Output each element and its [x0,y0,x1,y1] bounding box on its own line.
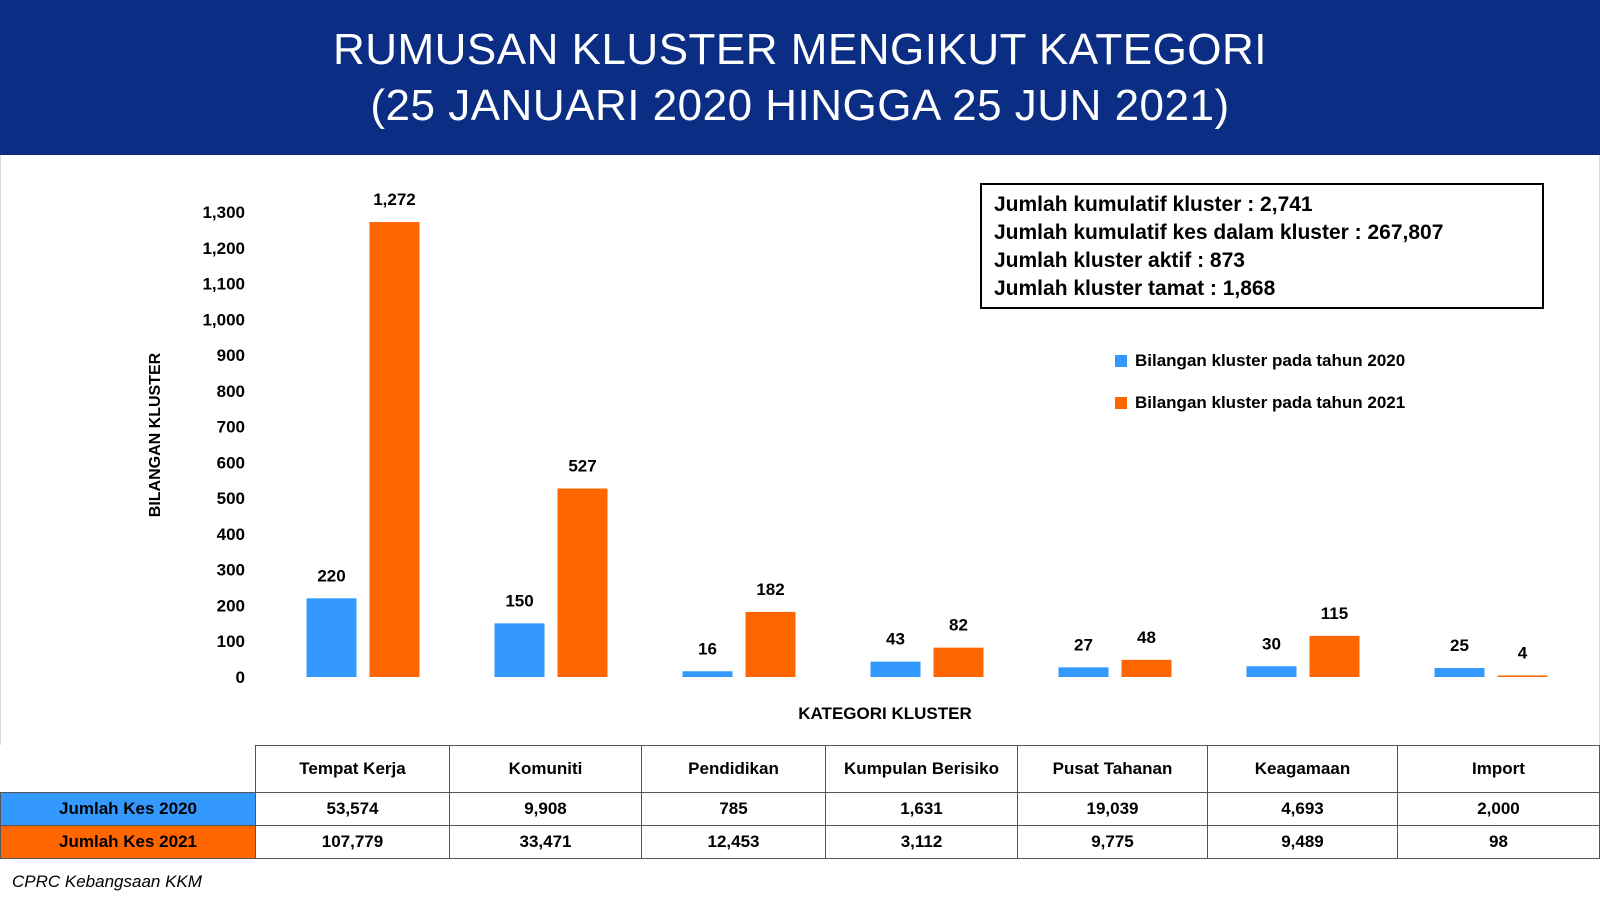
bar-2020 [1435,668,1485,677]
bar-2021 [934,648,984,677]
data-label: 150 [505,591,534,611]
bar-2021 [1498,676,1548,678]
y-tick-label: 900 [216,346,245,366]
table-header-cell: Kumpulan Berisiko [826,746,1018,793]
y-tick-label: 700 [216,417,245,437]
table-header-cell: Komuniti [450,746,642,793]
data-label: 48 [1137,627,1156,647]
table-header-cell: Keagamaan [1208,746,1398,793]
data-label: 182 [756,579,785,599]
page-title-line1: RUMUSAN KLUSTER MENGIKUT KATEGORI [332,25,1268,74]
bar-2021 [370,222,420,677]
cases-table [0,745,1600,859]
bar-2020 [871,662,921,677]
bar-2021 [1310,636,1360,677]
y-tick-label: 1,200 [202,238,245,258]
table-cell: 12,453 [642,826,826,859]
table-header-row [1,746,1600,793]
bar-2021 [558,488,608,677]
summary-total-clusters: Jumlah kumulatif kluster : 2,741 [994,193,1313,216]
table-cell: 1,631 [826,793,1018,826]
table-cell: 53,574 [256,793,450,826]
table-cell: 9,489 [1208,826,1398,859]
y-tick-label: 100 [216,632,245,652]
summary-ended-clusters: Jumlah kluster tamat : 1,868 [994,277,1276,300]
bar-2020 [1059,667,1109,677]
table-header-cell: Pendidikan [642,746,826,793]
table-cell: 9,775 [1018,826,1208,859]
table-corner [1,746,256,793]
data-label: 16 [698,639,717,659]
table-header-cell: Tempat Kerja [256,746,450,793]
table-header-cell: Import [1398,746,1600,793]
table-cell: 9,908 [450,793,642,826]
table-row-label-2020: Jumlah Kes 2020 [1,793,256,826]
chart-legend [1115,348,1405,432]
y-tick-label: 400 [216,524,245,544]
y-tick-label: 0 [235,668,245,687]
table-cell: 2,000 [1398,793,1600,826]
legend-item-2021 [1115,390,1405,416]
data-label: 1,272 [373,190,416,210]
legend-label-2021: Bilangan kluster pada tahun 2021 [1135,393,1406,412]
table-cell: 3,112 [826,826,1018,859]
data-label: 25 [1450,636,1469,656]
data-label: 43 [886,629,905,649]
table-row-2021 [1,826,1600,859]
data-label: 4 [1517,643,1528,663]
source-note: CPRC Kebangsaan KKM [12,872,202,891]
y-tick-label: 500 [216,489,245,509]
table-row-2020 [1,793,1600,826]
bar-2020 [683,671,733,677]
bar-2020 [1247,666,1297,677]
table-cell: 785 [642,793,826,826]
legend-swatch-2021 [1115,397,1127,409]
data-label: 220 [317,566,346,586]
bar-2021 [746,612,796,677]
table-cell: 33,471 [450,826,642,859]
data-label: 30 [1262,634,1281,654]
y-tick-label: 300 [216,560,245,580]
bar-2020 [307,598,357,677]
y-tick-label: 1,100 [202,274,245,294]
y-axis-title: BILANGAN KLUSTER [147,352,164,518]
summary-total-cases: Jumlah kumulatif kes dalam kluster : 267,807 [994,221,1444,244]
table-cell: 98 [1398,826,1600,859]
data-label: 115 [1320,603,1349,623]
y-tick-label: 1,300 [202,203,245,222]
y-tick-label: 600 [216,453,245,473]
y-tick-label: 800 [216,381,245,401]
data-label: 527 [568,456,597,476]
x-axis-title: KATEGORI KLUSTER [798,704,972,723]
bar-2021 [1122,660,1172,677]
summary-active-clusters: Jumlah kluster aktif : 873 [994,249,1245,272]
y-tick-label: 1,000 [202,310,245,330]
legend-swatch-2020 [1115,355,1127,367]
legend-label-2020: Bilangan kluster pada tahun 2020 [1135,351,1406,370]
table-cell: 107,779 [256,826,450,859]
table-row-label-2021: Jumlah Kes 2021 [1,826,256,859]
bar-2020 [495,623,545,677]
y-tick-label: 200 [216,596,245,616]
summary-box [980,183,1544,309]
data-label: 82 [949,615,968,635]
legend-item-2020 [1115,348,1405,374]
page-title-line2: (25 JANUARI 2020 HINGGA 25 JUN 2021) [370,81,1230,130]
table-header-cell: Pusat Tahanan [1018,746,1208,793]
data-label: 27 [1074,635,1093,655]
page-header [0,0,1600,155]
table-cell: 4,693 [1208,793,1398,826]
table-cell: 19,039 [1018,793,1208,826]
